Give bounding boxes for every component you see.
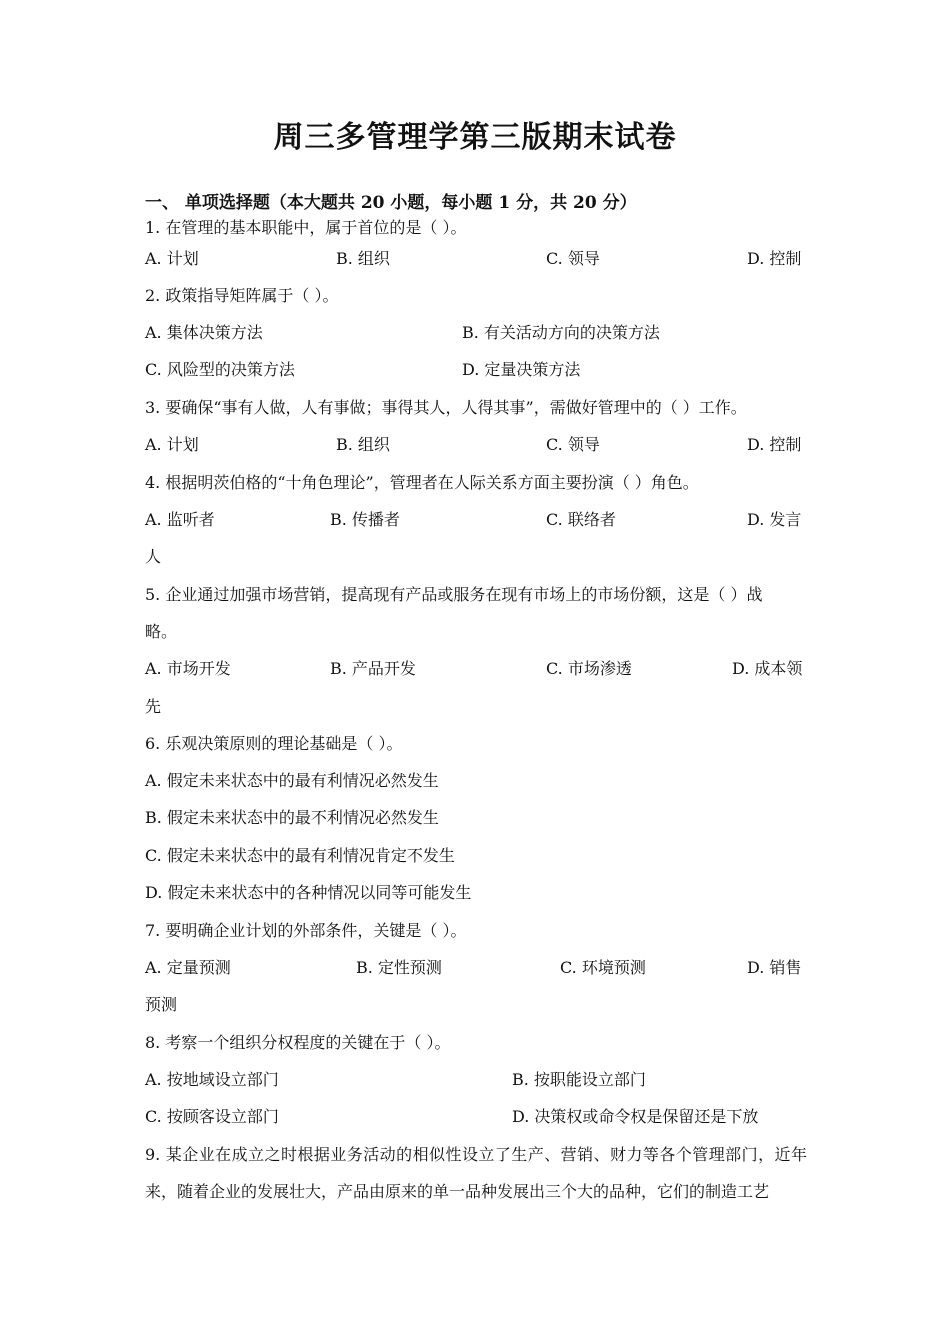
q5-option-d: D. 成本领 xyxy=(732,659,803,678)
page-title: 周三多管理学第三版期末试卷 xyxy=(273,120,677,155)
q1-option-c: C. 领导 xyxy=(546,249,600,268)
q8-option-a: A. 按地域设立部门 xyxy=(145,1070,279,1089)
q6-option-b: B. 假定未来状态中的最不利情况必然发生 xyxy=(145,808,439,827)
q7-option-b: B. 定性预测 xyxy=(356,958,442,977)
q2-option-a: A. 集体决策方法 xyxy=(145,323,263,342)
question-4: 4. 根据明茨伯格的“十角色理论”，管理者在人际关系方面主要扮演（ ）角色。 xyxy=(145,473,699,492)
q7-option-a: A. 定量预测 xyxy=(145,958,231,977)
q7-option-c: C. 环境预测 xyxy=(560,958,646,977)
q4-option-c: C. 联络者 xyxy=(546,510,616,529)
q6-option-a: A. 假定未来状态中的最有利情况必然发生 xyxy=(145,771,439,790)
question-2: 2. 政策指导矩阵属于（ ）。 xyxy=(145,286,339,305)
q5-option-d-cont: 先 xyxy=(145,697,162,716)
question-5: 5. 企业通过加强市场营销，提高现有产品或服务在现有市场上的市场份额，这是（ ）战 xyxy=(145,585,763,604)
q7-option-d: D. 销售 xyxy=(747,958,802,977)
q2-option-c: C. 风险型的决策方法 xyxy=(145,360,295,379)
q4-option-d-cont: 人 xyxy=(145,547,162,566)
q6-option-d: D. 假定未来状态中的各种情况以同等可能发生 xyxy=(145,883,472,902)
q8-option-b: B. 按职能设立部门 xyxy=(512,1070,646,1089)
section-heading: 一、 单项选择题（本大题共 20 小题，每小题 1 分，共 20 分） xyxy=(145,193,637,213)
question-9: 9. 某企业在成立之时根据业务活动的相似性设立了生产、营销、财力等各个管理部门，近年来，随着企业的发展壮大，产品由原来的单一品种发展出三个大的品种，它们的制造工艺 xyxy=(145,1145,807,1201)
q3-option-b: B. 组织 xyxy=(336,435,390,454)
q5-option-b: B. 产品开发 xyxy=(330,659,416,678)
q5-option-c: C. 市场渗透 xyxy=(546,659,632,678)
q1-option-b: B. 组织 xyxy=(336,249,390,268)
q3-option-c: C. 领导 xyxy=(546,435,600,454)
q2-option-b: B. 有关活动方向的决策方法 xyxy=(462,323,660,342)
q5-option-a: A. 市场开发 xyxy=(145,659,231,678)
q3-option-a: A. 计划 xyxy=(145,435,199,454)
question-6: 6. 乐观决策原则的理论基础是（ ）。 xyxy=(145,734,403,753)
q1-option-a: A. 计划 xyxy=(145,249,199,268)
q4-option-d: D. 发言 xyxy=(747,510,802,529)
q3-option-d: D. 控制 xyxy=(747,435,802,454)
q4-option-a: A. 监听者 xyxy=(145,510,215,529)
question-7: 7. 要明确企业计划的外部条件，关键是（ ）。 xyxy=(145,921,467,940)
q7-option-d-cont: 预测 xyxy=(145,995,178,1014)
q2-option-d: D. 定量决策方法 xyxy=(462,360,581,379)
question-3: 3. 要确保“事有人做，人有事做；事得其人，人得其事”，需做好管理中的（ ）工作。 xyxy=(145,398,747,417)
q8-option-c: C. 按顾客设立部门 xyxy=(145,1107,279,1126)
q1-option-d: D. 控制 xyxy=(747,249,802,268)
question-8: 8. 考察一个组织分权程度的关键在于（ ）。 xyxy=(145,1033,451,1052)
q8-option-d: D. 决策权或命令权是保留还是下放 xyxy=(512,1107,759,1126)
question-1: 1. 在管理的基本职能中，属于首位的是（ ）。 xyxy=(145,218,467,237)
q6-option-c: C. 假定未来状态中的最有利情况肯定不发生 xyxy=(145,846,455,865)
question-5-cont: 略。 xyxy=(145,622,178,641)
q4-option-b: B. 传播者 xyxy=(330,510,400,529)
